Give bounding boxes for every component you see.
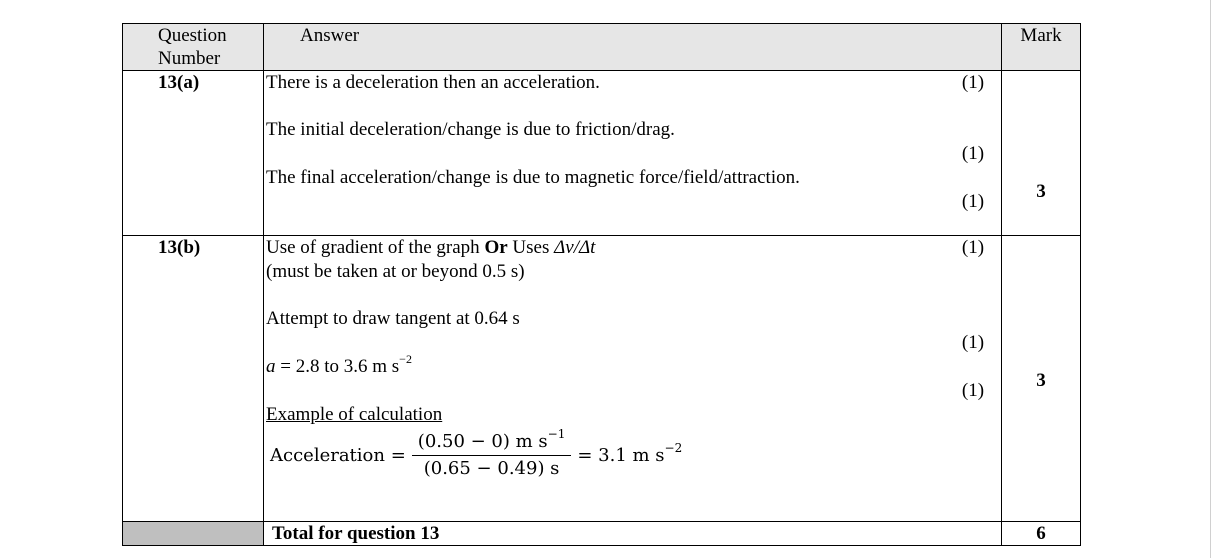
- answer-line: Attempt to draw tangent at 0.64 s: [266, 308, 520, 329]
- page-edge-line: [1210, 0, 1211, 558]
- question-number-header: Question Number: [123, 24, 264, 71]
- mark-13a: 3: [1002, 71, 1081, 236]
- table-header-row: [123, 24, 1081, 71]
- calc-numerator: (0.50 − 0) m s: [417, 431, 548, 452]
- answer-line: The initial deceleration/change is due to friction/drag.: [266, 119, 675, 140]
- answer-line: There is a deceleration then an acceleration. (1): [266, 71, 1001, 95]
- total-label: Total for question 13: [264, 522, 1002, 546]
- total-row: [123, 522, 1081, 546]
- question-number-13b: 13(b): [123, 236, 264, 522]
- mark-13b: 3: [1002, 236, 1081, 522]
- answer-line: (must be taken at or beyond 0.5 s): [266, 261, 525, 282]
- answer-13a: [264, 71, 1002, 236]
- question-row-13a: [123, 71, 1081, 236]
- point-mark: (1): [961, 380, 985, 401]
- answer-13b: [264, 236, 1002, 522]
- answer-line: a = 2.8 to 3.6 m $s^{-2}$: [266, 352, 412, 377]
- answer-line-point: [266, 379, 1001, 403]
- example-heading-line: [266, 403, 1001, 427]
- answer-line-point: [266, 142, 1001, 166]
- answer-line-point: [266, 331, 1001, 355]
- point-mark: (1): [961, 237, 985, 258]
- question-number-13a: 13(a): [123, 71, 264, 236]
- answer-header: Answer: [264, 24, 1002, 71]
- mark-scheme-table: [122, 23, 1081, 546]
- calc-label: Acceleration =: [270, 445, 406, 466]
- calc-result: = 3.1 m $s^{-2}$: [577, 441, 683, 466]
- question-row-13b: [123, 236, 1081, 522]
- example-heading: Example of calculation: [266, 404, 443, 425]
- point-mark: (1): [961, 191, 985, 212]
- example-calculation: [266, 427, 1001, 480]
- total-blank-cell: [123, 522, 264, 546]
- total-mark: 6: [1002, 522, 1081, 546]
- answer-line: The final acceleration/change is due to magnetic force/field/attraction.: [266, 167, 800, 188]
- mark-header: Mark: [1002, 24, 1081, 71]
- point-mark: (1): [961, 72, 985, 93]
- answer-line: Use of gradient of the graph Or Uses Δv/Δt (1): [266, 236, 1001, 260]
- calc-fraction: $\frac{(0.50 - 0) m s^{-1}}{(0.65 - 0.49) s}$: [412, 431, 572, 480]
- answer-line-point: [266, 190, 1001, 214]
- calc-denominator: (0.65 − 0.49) s: [423, 458, 560, 479]
- point-mark: (1): [961, 143, 985, 164]
- point-mark: (1): [961, 332, 985, 353]
